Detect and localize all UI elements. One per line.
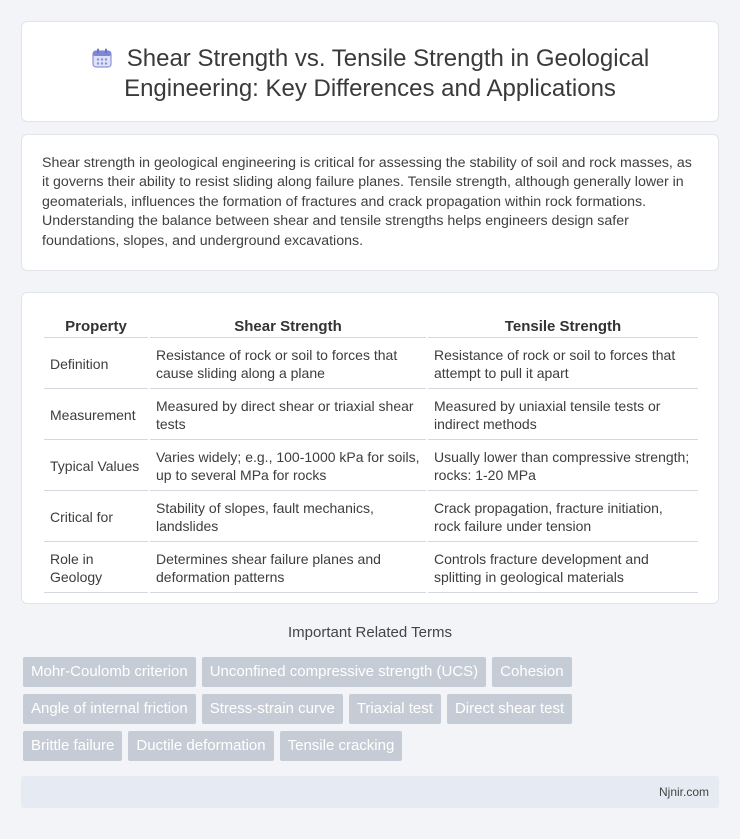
row-tensile: Resistance of rock or soil to forces that attempt to pull it apart <box>428 340 698 389</box>
tag-direct-shear-test[interactable]: Direct shear test <box>447 694 572 724</box>
tag-triaxial-test[interactable]: Triaxial test <box>349 694 441 724</box>
table-row <box>44 493 698 542</box>
table-header-row <box>44 315 698 338</box>
page-title <box>62 44 678 104</box>
tag-mohr-coulomb[interactable]: Mohr-Coulomb criterion <box>23 657 196 687</box>
tag-row <box>23 694 723 724</box>
row-property: Measurement <box>44 391 148 440</box>
row-shear: Resistance of rock or soil to forces that cause sliding along a plane <box>150 340 426 389</box>
row-shear: Determines shear failure planes and deformation patterns <box>150 544 426 593</box>
row-tensile: Measured by uniaxial tensile tests or indirect methods <box>428 391 698 440</box>
tag-brittle-failure[interactable]: Brittle failure <box>23 731 122 761</box>
header-shear: Shear Strength <box>150 315 426 338</box>
title-card <box>21 21 719 122</box>
footer-site-name: Njnir.com <box>658 785 709 799</box>
tag-tensile-cracking[interactable]: Tensile cracking <box>280 731 403 761</box>
table-row <box>44 340 698 389</box>
row-shear: Varies widely; e.g., 100-1000 kPa for soils, up to several MPa for rocks <box>150 442 426 491</box>
page-title-text: Shear Strength vs. Tensile Strength in Geological Engineering: Key Differences and Applications <box>124 45 650 102</box>
related-terms-tags <box>23 657 723 768</box>
comparison-table <box>42 313 700 595</box>
header-property: Property <box>44 315 148 338</box>
row-tensile: Controls fracture development and splitting in geological materials <box>428 544 698 593</box>
intro-card <box>21 134 719 271</box>
table-row <box>44 544 698 593</box>
tag-cohesion[interactable]: Cohesion <box>492 657 571 687</box>
table-row <box>44 442 698 491</box>
tag-ucs[interactable]: Unconfined compressive strength (UCS) <box>202 657 486 687</box>
row-property: Typical Values <box>44 442 148 491</box>
row-property: Role in Geology <box>44 544 148 593</box>
footer <box>21 776 719 808</box>
row-tensile: Usually lower than compressive strength; rocks: 1-20 MPa <box>428 442 698 491</box>
row-shear: Stability of slopes, fault mechanics, landslides <box>150 493 426 542</box>
row-shear: Measured by direct shear or triaxial shear tests <box>150 391 426 440</box>
row-property: Critical for <box>44 493 148 542</box>
comparison-card <box>21 292 719 604</box>
tag-friction-angle[interactable]: Angle of internal friction <box>23 694 196 724</box>
tag-stress-strain[interactable]: Stress-strain curve <box>202 694 343 724</box>
calendar-icon <box>91 47 113 69</box>
row-tensile: Crack propagation, fracture initiation, rock failure under tension <box>428 493 698 542</box>
header-tensile: Tensile Strength <box>428 315 698 338</box>
tag-ductile-deformation[interactable]: Ductile deformation <box>128 731 273 761</box>
tag-row <box>23 657 723 687</box>
table-row <box>44 391 698 440</box>
row-property: Definition <box>44 340 148 389</box>
related-terms-title: Important Related Terms <box>288 624 452 641</box>
intro-paragraph: Shear strength in geological engineering is critical for assessing the stability of soil and rock masses, as it governs their ability to resist sliding along failure planes. Tensile strength, although generally lower in geomaterials, influences the formation of fractures and crack propagation within rock formations. Understanding the balance between shear and tensile strengths helps engineers design safer foundations, slopes, and underground excavations. <box>42 155 692 249</box>
tag-row <box>23 731 723 761</box>
